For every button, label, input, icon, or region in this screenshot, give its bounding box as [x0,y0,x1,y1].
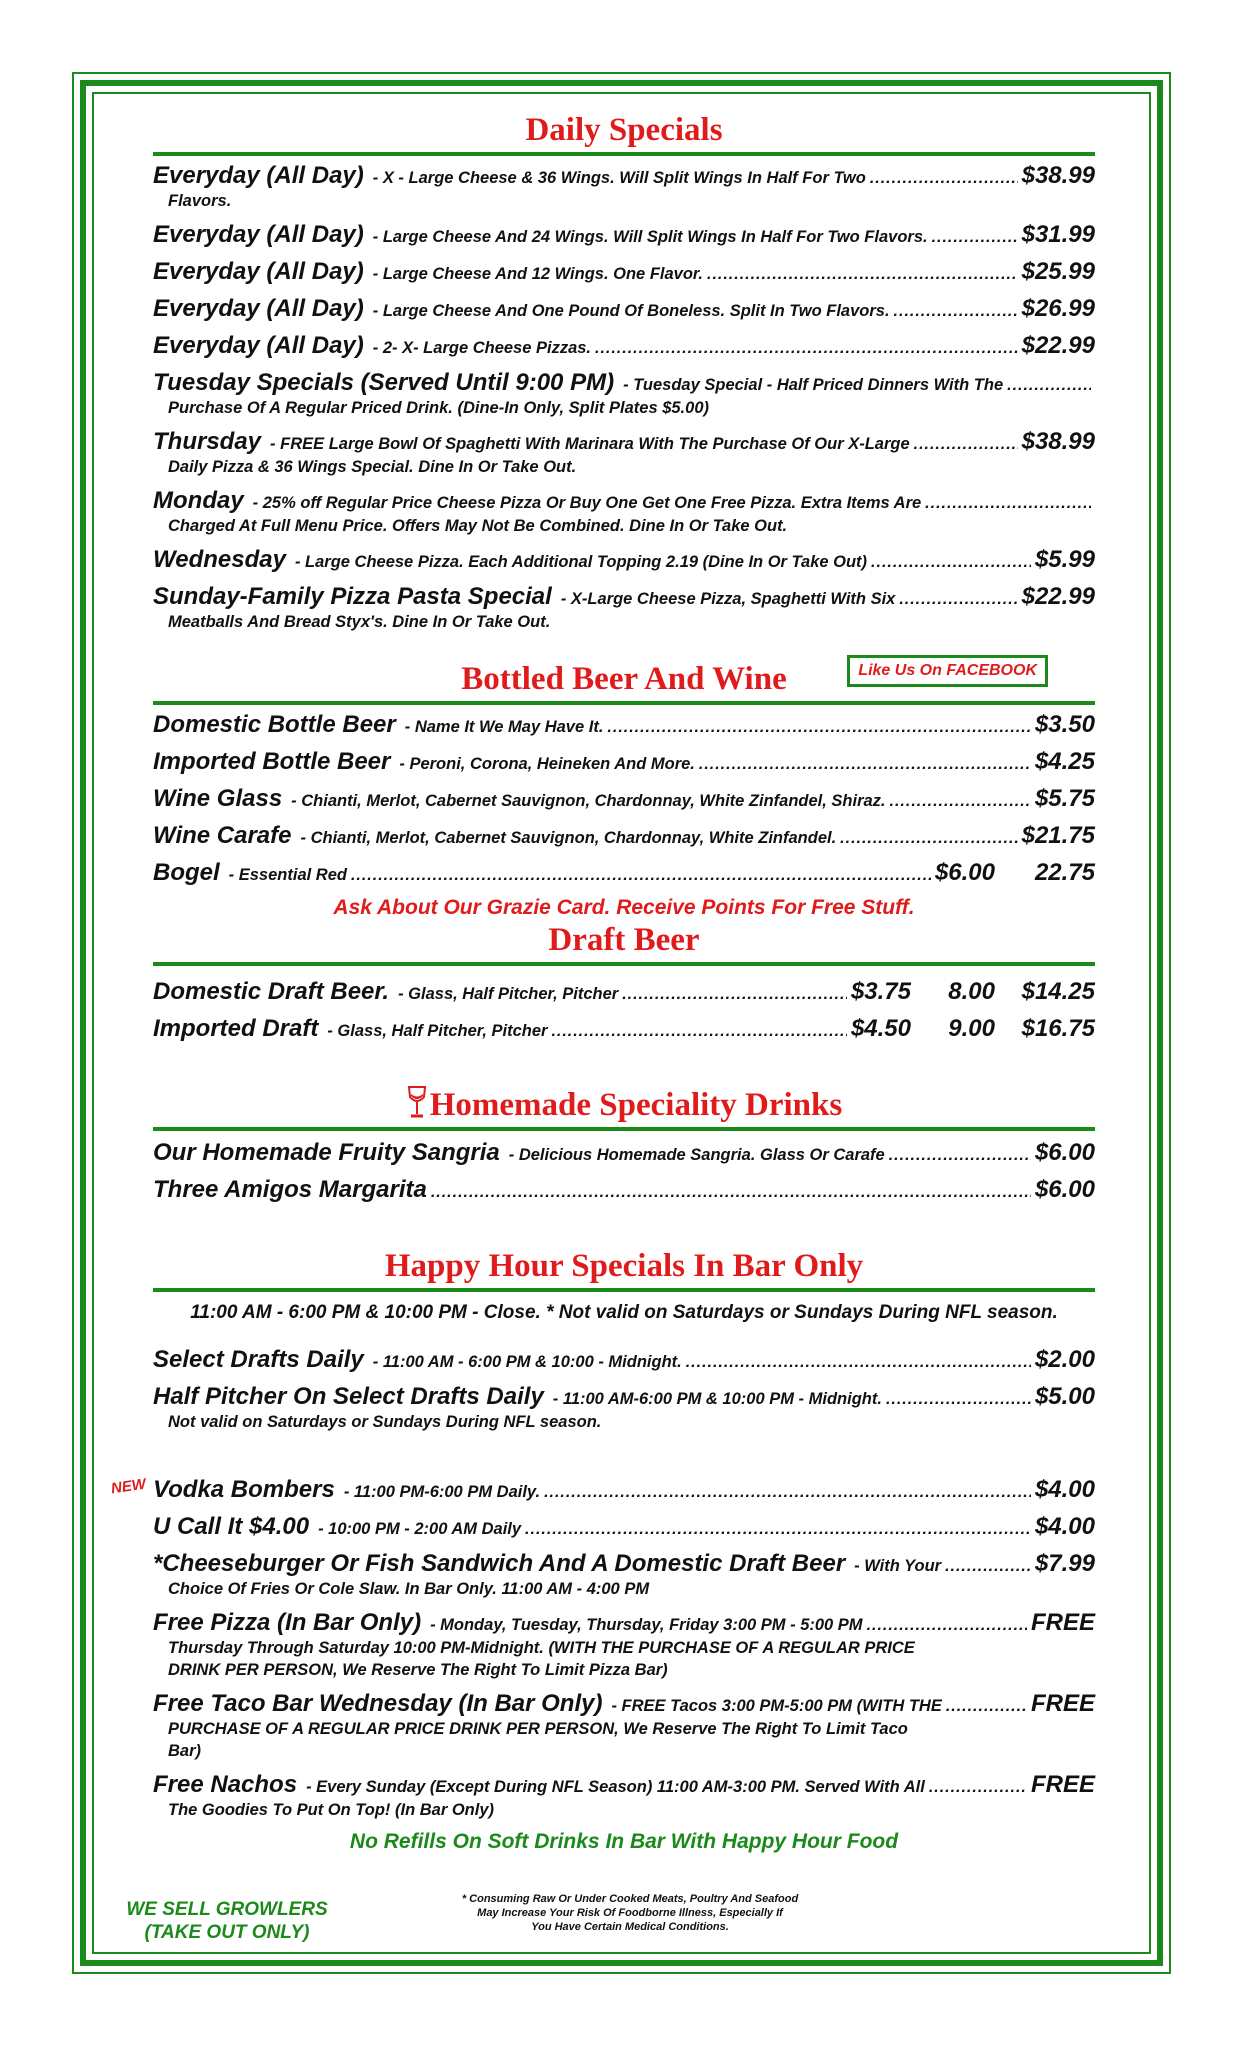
item-subtext: Meatballs And Bread Styx's. Dine In Or Take Out. [168,613,551,631]
facebook-link-box[interactable]: Like Us On FACEBOOK [847,655,1048,687]
item-line [153,1176,1095,1204]
item-line [153,1550,1095,1578]
leader-dots [551,1023,847,1041]
item-subtext: Charged At Full Menu Price. Offers May Not Be Combined. Dine In Or Take Out. [168,517,788,535]
item-line [153,332,1095,360]
item-price: $4.00 [1034,1476,1095,1503]
item-subtext: Choice Of Fries Or Cole Slaw. In Bar Only. 11:00 AM - 4:00 PM [168,1580,650,1598]
list-item [153,1771,1095,1821]
section-rule [153,962,1095,966]
item-name: Imported Bottle Beer [153,748,391,775]
item-subtext: Thursday Through Saturday 10:00 PM-Midnight. (WITH THE PURCHASE OF A REGULAR PRICE [168,1639,915,1657]
item-name: Monday [153,487,244,514]
leader-dots [889,1147,1031,1165]
list-item [153,711,1095,739]
item-description: - FREE Tacos 3:00 PM-5:00 PM (WITH THE [611,1697,942,1715]
item-price: $5.99 [1034,546,1095,573]
item-name: Select Drafts Daily [153,1346,364,1373]
leader-dots [946,1698,1027,1716]
item-subtext: PURCHASE OF A REGULAR PRICE DRINK PER PERSON, We Reserve The Right To Limit Taco [168,1720,908,1738]
item-price-glass: $6.00 [934,859,995,886]
item-description: - FREE Large Bowl Of Spaghetti With Marinara With The Purchase Of Our X-Large [270,435,910,453]
item-line [153,785,1095,813]
leader-dots [890,793,1031,811]
list-item [153,221,1095,249]
item-description: - Glass, Half Pitcher, Pitcher [398,985,619,1003]
leader-dots [595,340,1018,358]
section-rule [153,1127,1095,1131]
list-item [153,1550,1095,1600]
leader-dots [707,266,1018,284]
item-description: - Monday, Tuesday, Thursday, Friday 3:00 PM - 5:00 PM [430,1616,863,1634]
item-line [153,1015,1095,1043]
leader-dots [607,719,1031,737]
item-line [153,546,1095,574]
leader-dots [929,1779,1027,1797]
item-price: $3.50 [1034,711,1095,738]
item-description: - 11:00 AM-6:00 PM & 10:00 PM - Midnight. [552,1390,882,1408]
leader-dots [886,1391,1031,1409]
warning-line-1: * Consuming Raw Or Under Cooked Meats, Poultry And Seafood [461,1893,799,1905]
item-price: $21.75 [1021,822,1095,849]
leader-dots [686,1354,1031,1372]
item-description: - Delicious Homemade Sangria. Glass Or Carafe [508,1146,885,1164]
new-badge: NEW [109,1475,148,1498]
item-name: Wine Carafe [153,822,292,849]
item-line [153,258,1095,286]
price-half-pitcher: 8.00 [948,978,995,1005]
item-price: $22.99 [1021,583,1095,610]
item-name: Everyday (All Day) [153,258,364,285]
list-item [153,1346,1095,1374]
item-line [153,711,1095,739]
list-item [153,1139,1095,1167]
draft-list [153,978,1095,1043]
item-price: $26.99 [1021,295,1095,322]
item-description: - Chianti, Merlot, Cabernet Sauvignon, Chardonnay, White Zinfandel. [300,829,837,847]
list-item [153,583,1095,633]
item-description: - 2- X- Large Cheese Pizzas. [372,339,592,357]
item-name: Our Homemade Fruity Sangria [153,1139,500,1166]
list-item [153,785,1095,813]
item-subtext: Flavors. [168,192,232,210]
item-subtext: Daily Pizza & 36 Wings Special. Dine In Or Take Out. [168,458,577,476]
item-subtext: The Goodies To Put On Top! (In Bar Only) [168,1801,495,1819]
list-item [153,258,1095,286]
warning-line-2: May Increase Your Risk Of Foodborne Illness, Especially If [477,1907,783,1919]
leader-dots [544,1484,1031,1502]
item-price: $5.75 [1034,785,1095,812]
item-description: - With Your [854,1557,942,1575]
leader-dots [945,1558,1031,1576]
price-half-pitcher: 9.00 [948,1015,995,1042]
list-item [153,1383,1095,1433]
leader-dots [870,170,1018,188]
daily-specials-section [153,110,1095,633]
item-description: - Peroni, Corona, Heineken And More. [399,755,695,773]
leader-dots [351,867,931,885]
item-description: - X - Large Cheese & 36 Wings. Will Split Wings In Half For Two [372,169,866,187]
item-description: - 11:00 AM - 6:00 PM & 10:00 - Midnight. [372,1353,682,1371]
wine-glass-icon [406,1085,428,1119]
leader-dots [925,495,1091,513]
item-line [153,748,1095,776]
item-name: Vodka Bombers [153,1476,335,1503]
section-title: Happy Hour Specials In Bar Only [384,1248,864,1284]
item-line [153,822,1095,850]
item-description: - Large Cheese And One Pound Of Boneless. Split In Two Flavors. [372,302,890,320]
item-line [153,978,1095,1006]
happy-hour-section [109,1246,1095,1854]
item-name: Wine Glass [153,785,283,812]
list-item [153,369,1095,419]
list-item [153,162,1095,212]
leader-dots [914,436,1018,454]
list-item [153,822,1095,850]
item-price: $22.99 [1021,332,1095,359]
list-item [153,1513,1095,1541]
list-item [153,546,1095,574]
item-price: $38.99 [1021,428,1095,455]
daily-specials-list [153,162,1095,633]
item-description: - Every Sunday (Except During NFL Season) 11:00 AM-3:00 PM. Served With All [306,1778,925,1796]
item-price: FREE [1030,1609,1095,1636]
leader-dots [699,756,1031,774]
health-warning [420,1892,840,1934]
leader-dots [1007,377,1091,395]
item-description: - Glass, Half Pitcher, Pitcher [327,1022,548,1040]
item-name: Wednesday [153,546,286,573]
item-name: Domestic Draft Beer. [153,978,390,1005]
section-rule [153,701,1095,705]
item-name: Half Pitcher On Select Drafts Daily [153,1383,544,1410]
price-pitcher: $14.25 [1021,978,1095,1005]
list-item [153,1176,1095,1204]
item-description: - Tuesday Special - Half Priced Dinners With The [623,376,1004,394]
item-subtext: Not valid on Saturdays or Sundays During NFL season. [168,1413,602,1431]
item-name: Sunday-Family Pizza Pasta Special [153,583,552,610]
happy-hour-list [153,1346,1095,1433]
list-item [153,1690,1095,1762]
item-line [153,583,1095,611]
growlers-line-2: (TAKE OUT ONLY) [144,1922,310,1943]
item-name: Everyday (All Day) [153,162,364,189]
item-line [153,1476,1095,1504]
happy-hour-times: 11:00 AM - 6:00 PM & 10:00 PM - Close. * Not valid on Saturdays or Sundays During NFL season. [190,1302,1058,1323]
item-line [153,428,1095,456]
list-item [153,978,1095,1006]
item-name: Imported Draft [153,1015,319,1042]
section-rule [153,1288,1095,1292]
item-description: - X-Large Cheese Pizza, Spaghetti With Six [560,590,896,608]
menu-content [109,110,1095,1854]
item-name: Tuesday Specials (Served Until 9:00 PM) [153,369,615,396]
item-name: Bogel [153,859,220,886]
list-item [153,1609,1095,1681]
item-line [153,1346,1095,1374]
item-name: *Cheeseburger Or Fish Sandwich And A Domestic Draft Beer [153,1550,846,1577]
section-title-text: Homemade Speciality Drinks [429,1087,843,1123]
item-description: - 11:00 PM-6:00 PM Daily. [343,1483,541,1501]
happy-hour-list-2 [109,1475,1095,1821]
leader-dots [840,830,1017,848]
list-item [153,1476,1095,1504]
item-price: $31.99 [1021,221,1095,248]
item-price: $6.00 [1034,1139,1095,1166]
leader-dots [871,554,1031,572]
item-name: Three Amigos Margarita [153,1176,427,1203]
item-line [153,1771,1095,1799]
item-subtext-2: Bar) [168,1742,202,1760]
leader-dots [622,986,847,1004]
list-item [153,748,1095,776]
section-title: Draft Beer [548,922,700,958]
growlers-line-1: WE SELL GROWLERS [126,1899,328,1920]
item-price: $5.00 [1034,1383,1095,1410]
grazie-card-note: Ask About Our Grazie Card. Receive Points For Free Stuff. [333,896,915,919]
price-pitcher: $16.75 [1021,1015,1095,1042]
item-subtext-2: DRINK PER PERSON, We Reserve The Right To Limit Pizza Bar) [168,1661,668,1679]
item-description: - Large Cheese And 12 Wings. One Flavor. [372,265,704,283]
section-title: Daily Specials [525,112,723,148]
bottled-list [153,711,1095,850]
item-price: $4.25 [1034,748,1095,775]
item-name: Free Taco Bar Wednesday (In Bar Only) [153,1690,603,1717]
no-refills-note: No Refills On Soft Drinks In Bar With Happy Hour Food [349,1830,899,1853]
item-line [153,369,1095,397]
item-name: Everyday (All Day) [153,295,364,322]
draft-beer-section [153,920,1095,1043]
item-description: - 25% off Regular Price Cheese Pizza Or Buy One Get One Free Pizza. Extra Items Are [252,494,922,512]
growlers-note [112,1898,342,1944]
speciality-drinks-section [153,1085,1095,1204]
drinks-list [153,1139,1095,1204]
item-line [153,162,1095,190]
list-item [153,428,1095,478]
item-price: FREE [1030,1690,1095,1717]
item-line [153,1383,1095,1411]
item-description: - Name It We May Have It. [404,718,604,736]
list-item [153,1015,1095,1043]
item-description: - Essential Red [228,866,347,884]
item-price: $6.00 [1034,1176,1095,1203]
item-subtext: Purchase Of A Regular Priced Drink. (Dine-In Only, Split Plates $5.00) [168,399,709,417]
item-price-bottle: 22.75 [1034,859,1095,886]
warning-line-3: You Have Certain Medical Conditions. [531,1921,729,1933]
item-line [153,1139,1095,1167]
bottled-beer-wine-section [153,659,1095,920]
item-line [153,1609,1095,1637]
item-line [153,221,1095,249]
item-line [153,1690,1095,1718]
item-description: - Large Cheese Pizza. Each Additional Topping 2.19 (Dine In Or Take Out) [294,553,868,571]
leader-dots [431,1184,1031,1202]
list-item [153,295,1095,323]
leader-dots [894,303,1018,321]
item-price: $25.99 [1021,258,1095,285]
item-name: Free Nachos [153,1771,298,1798]
list-item [153,487,1095,537]
item-name: Thursday [153,428,262,455]
list-item [153,859,1095,887]
item-line [153,295,1095,323]
price-glass: $3.75 [850,978,911,1005]
item-name: Free Pizza (In Bar Only) [153,1609,422,1636]
item-price: $38.99 [1021,162,1095,189]
price-glass: $4.50 [850,1015,911,1042]
leader-dots [525,1521,1031,1539]
section-title: Bottled Beer And Wine [461,661,787,697]
item-name: U Call It $4.00 [153,1513,310,1540]
item-description: - 10:00 PM - 2:00 AM Daily [318,1520,522,1538]
item-price: $2.00 [1034,1346,1095,1373]
leader-dots [899,591,1017,609]
list-item [153,332,1095,360]
leader-dots [867,1617,1027,1635]
leader-dots [932,229,1018,247]
item-price: $7.99 [1034,1550,1095,1577]
item-line [153,1513,1095,1541]
item-name: Everyday (All Day) [153,332,364,359]
item-description: - Large Cheese And 24 Wings. Will Split Wings In Half For Two Flavors. [372,228,928,246]
item-price: $4.00 [1034,1513,1095,1540]
item-line [153,487,1095,515]
section-rule [153,152,1095,156]
item-name: Everyday (All Day) [153,221,364,248]
section-title [153,1085,1095,1125]
item-name: Domestic Bottle Beer [153,711,396,738]
item-price: FREE [1030,1771,1095,1798]
item-description: - Chianti, Merlot, Cabernet Sauvignon, Chardonnay, White Zinfandel, Shiraz. [291,792,886,810]
